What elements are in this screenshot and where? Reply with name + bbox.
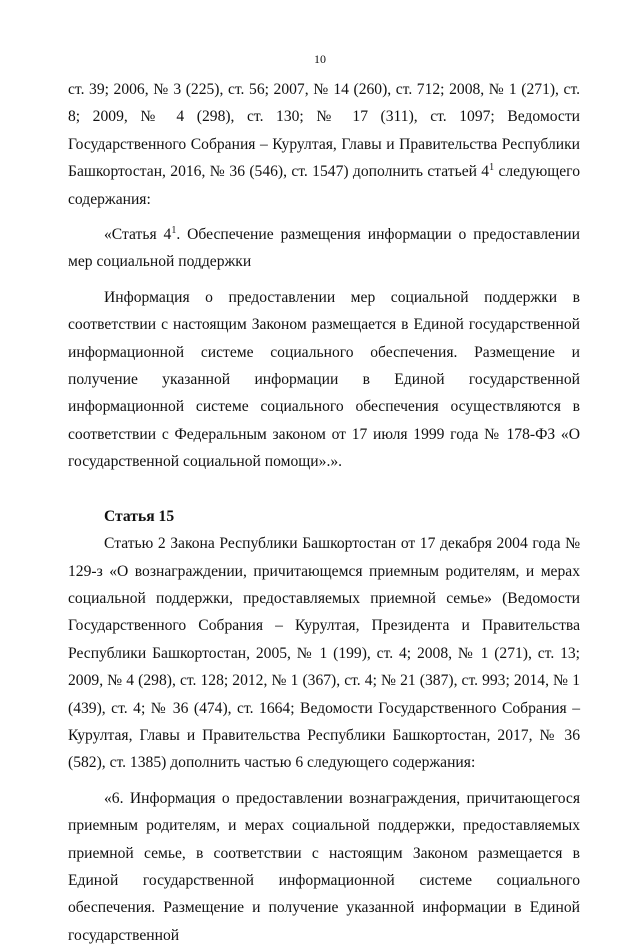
paragraph-article-title [68,221,580,276]
page-number: 10 [314,52,326,66]
article-heading: Статья 15 [104,507,175,525]
spacer [68,213,580,221]
paragraph-text: ст. 39; 2006, № 3 (225), ст. 56; 2007, № 14 (260), ст. 712; 2008, № 1 (271), ст. 8; 2009, № 4 (298), ст. 130; № 17 (311), ст. 1097; Ведомости Государственного Собрания – Курултая, Главы и Правительства Республики Башкортостан, 2016, № 36 (546), ст. 1547) дополнить статьей 4 [68,81,580,181]
paragraph-information: Информация о предоставлении мер социальной поддержки в соответствии с настоящим Законом размещается в Единой государственной информационной системе социального обеспечения. Размещение и получение указанной информации в Единой государственной информационной системе социального обеспечения осуществляются в соответствии с Федеральным законом от 17 июля 1999 года № 178-ФЗ «О государственной социальной помощи».». [68,288,580,471]
paragraph-text: «Статья 4 [104,226,172,244]
paragraph-text: следующего содержания: [68,163,580,208]
spacer [68,777,580,785]
superscript: 1 [489,162,495,174]
spacer [68,476,580,503]
spacer [68,276,580,284]
paragraph-part-6: «6. Информация о предоставлении вознаграждения, причитающегося приемным родителям, и мерах социальной поддержки, предоставляемых приемной семье, в соответствии с настоящим Законом размещается в Единой государственной информационной системе социального обеспечения. Размещение и получение указанной информации в Единой государственной [68,789,580,944]
paragraph-amendment-intro [68,76,580,213]
paragraph-article-15: Статью 2 Закона Республики Башкортостан от 17 декабря 2004 года № 129-з «О вознаграждении, причитающемся приемным родителям, и мерах социальной поддержки, предоставляемых приемной семье» (Ведомости Государственного Собрания – Курултая, Президента и Правительства Республики Башкортостан, 2005, № 1 (199), ст. 4; 2008, № 1 (271), ст. 13; 2009, № 4 (298), ст. 128; 2012, № 1 (367), ст. 4; № 21 (387), ст. 993; 2014, № 1 (439), ст. 4; № 36 (474), ст. 1664; Ведомости Государственного Собрания – Курултая, Главы и Правительства Республики Башкортостан, 2017, № 36 (582), ст. 1385) дополнить частью 6 следующего содержания: [68,535,580,772]
paragraph-text: . Обеспечение размещения информации о предоставлении мер социальной поддержки [68,226,580,271]
document-body [68,76,580,949]
superscript: 1 [171,224,177,236]
